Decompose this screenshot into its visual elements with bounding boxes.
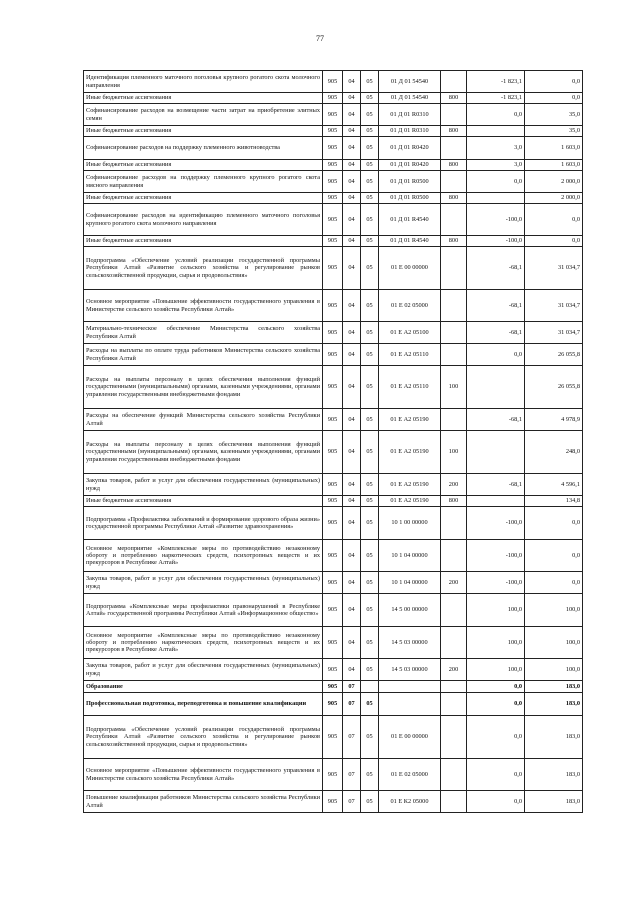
target-article-code: 01 Д 01 54540 xyxy=(379,71,441,93)
table-row xyxy=(84,431,583,474)
table-row xyxy=(84,496,583,507)
total-amount: 100,0 xyxy=(525,594,583,627)
total-amount: 183,0 xyxy=(525,693,583,716)
expense-type-code xyxy=(441,290,467,322)
subsection-code: 05 xyxy=(361,594,379,627)
grbs-code: 905 xyxy=(323,693,343,716)
expense-type-code: 200 xyxy=(441,659,467,681)
table-row xyxy=(84,126,583,137)
change-amount: -68,1 xyxy=(467,409,525,431)
subsection-code: 05 xyxy=(361,759,379,791)
change-amount: 0,0 xyxy=(467,791,525,813)
expense-type-code xyxy=(441,204,467,236)
expense-type-code xyxy=(441,71,467,93)
grbs-code: 905 xyxy=(323,681,343,693)
item-name: Иные бюджетные ассигнования xyxy=(84,496,323,507)
section-code: 07 xyxy=(343,693,361,716)
grbs-code: 905 xyxy=(323,236,343,247)
total-amount: 0,0 xyxy=(525,236,583,247)
section-code: 07 xyxy=(343,759,361,791)
total-amount: 4 596,1 xyxy=(525,474,583,496)
section-code: 04 xyxy=(343,236,361,247)
item-name: Иные бюджетные ассигнования xyxy=(84,160,323,171)
item-name: Профессиональная подготовка, переподготовка и повышение квалификации xyxy=(84,693,323,716)
grbs-code: 905 xyxy=(323,171,343,193)
target-article-code xyxy=(379,693,441,716)
target-article-code: 10 1 00 00000 xyxy=(379,507,441,540)
item-name: Основное мероприятие «Повышение эффективности государственного управления в Министерстве сельского хозяйства Республики Алтай» xyxy=(84,290,323,322)
total-amount: 4 978,9 xyxy=(525,409,583,431)
total-amount: 134,8 xyxy=(525,496,583,507)
target-article-code: 10 1 04 00000 xyxy=(379,540,441,572)
section-code: 04 xyxy=(343,204,361,236)
item-name: Основное мероприятие «Повышение эффективности государственного управления в Министерстве сельского хозяйства Республики Алтай» xyxy=(84,759,323,791)
table-row xyxy=(84,507,583,540)
section-code: 04 xyxy=(343,507,361,540)
section-code: 04 xyxy=(343,474,361,496)
grbs-code: 905 xyxy=(323,344,343,366)
change-amount: 0,0 xyxy=(467,104,525,126)
section-code: 04 xyxy=(343,171,361,193)
expense-type-code: 800 xyxy=(441,193,467,204)
section-code: 04 xyxy=(343,193,361,204)
item-name: Закупка товаров, работ и услуг для обеспечения государственных (муниципальных) нужд xyxy=(84,659,323,681)
subsection-code: 05 xyxy=(361,693,379,716)
expense-type-code: 100 xyxy=(441,366,467,409)
grbs-code: 905 xyxy=(323,659,343,681)
item-name: Иные бюджетные ассигнования xyxy=(84,126,323,137)
expense-type-code xyxy=(441,693,467,716)
target-article-code xyxy=(379,681,441,693)
change-amount: -100,0 xyxy=(467,572,525,594)
grbs-code: 905 xyxy=(323,322,343,344)
table-row xyxy=(84,572,583,594)
change-amount: -100,0 xyxy=(467,236,525,247)
table-row xyxy=(84,716,583,759)
expense-type-code xyxy=(441,409,467,431)
grbs-code: 905 xyxy=(323,627,343,659)
expense-type-code xyxy=(441,322,467,344)
subsection-code: 05 xyxy=(361,507,379,540)
change-amount: 0,0 xyxy=(467,759,525,791)
grbs-code: 905 xyxy=(323,137,343,160)
target-article-code: 01 Е 00 00000 xyxy=(379,716,441,759)
subsection-code: 05 xyxy=(361,137,379,160)
item-name: Закупка товаров, работ и услуг для обеспечения государственных (муниципальных) нужд xyxy=(84,572,323,594)
change-amount: 100,0 xyxy=(467,594,525,627)
expense-type-code: 800 xyxy=(441,160,467,171)
expense-type-code xyxy=(441,137,467,160)
expense-type-code xyxy=(441,540,467,572)
subsection-code: 05 xyxy=(361,716,379,759)
grbs-code: 905 xyxy=(323,507,343,540)
expense-type-code xyxy=(441,344,467,366)
grbs-code: 905 xyxy=(323,540,343,572)
target-article-code: 01 Е А2 05190 xyxy=(379,431,441,474)
grbs-code: 905 xyxy=(323,290,343,322)
expense-type-code xyxy=(441,247,467,290)
grbs-code: 905 xyxy=(323,791,343,813)
subsection-code: 05 xyxy=(361,659,379,681)
grbs-code: 905 xyxy=(323,594,343,627)
grbs-code: 905 xyxy=(323,104,343,126)
target-article-code: 01 Е А2 05190 xyxy=(379,496,441,507)
change-amount: -1 823,1 xyxy=(467,93,525,104)
subsection-code: 05 xyxy=(361,409,379,431)
section-code: 04 xyxy=(343,71,361,93)
target-article-code: 14 5 00 00000 xyxy=(379,594,441,627)
subsection-code: 05 xyxy=(361,627,379,659)
grbs-code: 905 xyxy=(323,126,343,137)
grbs-code: 905 xyxy=(323,496,343,507)
table-row xyxy=(84,290,583,322)
change-amount: 0,0 xyxy=(467,716,525,759)
item-name: Подпрограмма «Профилактика заболеваний и формирование здорового образа жизни» государственной программы Республики Алтай «Развитие здравоохранения» xyxy=(84,507,323,540)
change-amount xyxy=(467,126,525,137)
item-name: Основное мероприятие «Комплексные меры по противодействию незаконному обороту и потреблению наркотических средств, психотропных веществ и их прекурсоров в Республике Алтай» xyxy=(84,627,323,659)
table-row xyxy=(84,104,583,126)
change-amount xyxy=(467,431,525,474)
grbs-code: 905 xyxy=(323,193,343,204)
subsection-code: 05 xyxy=(361,344,379,366)
table-row xyxy=(84,247,583,290)
total-amount: 26 055,8 xyxy=(525,344,583,366)
item-name: Идентификация племенного маточного поголовья крупного рогатого скота молочного направления xyxy=(84,71,323,93)
item-name: Софинансирование расходов на возмещение части затрат на приобретение элитных семян xyxy=(84,104,323,126)
subsection-code: 05 xyxy=(361,204,379,236)
section-code: 04 xyxy=(343,126,361,137)
section-code: 07 xyxy=(343,716,361,759)
target-article-code: 01 Е 02 05000 xyxy=(379,759,441,791)
item-name: Софинансирование расходов на поддержку племенного крупного рогатого скота мясного направления xyxy=(84,171,323,193)
table-row xyxy=(84,759,583,791)
grbs-code: 905 xyxy=(323,572,343,594)
change-amount: 100,0 xyxy=(467,627,525,659)
total-amount: 0,0 xyxy=(525,204,583,236)
grbs-code: 905 xyxy=(323,160,343,171)
section-code: 04 xyxy=(343,366,361,409)
subsection-code: 05 xyxy=(361,126,379,137)
expense-type-code: 800 xyxy=(441,496,467,507)
total-amount: 1 603,0 xyxy=(525,137,583,160)
change-amount xyxy=(467,193,525,204)
change-amount: 100,0 xyxy=(467,659,525,681)
total-amount: 0,0 xyxy=(525,540,583,572)
table-row xyxy=(84,236,583,247)
total-amount: 1 603,0 xyxy=(525,160,583,171)
change-amount: -100,0 xyxy=(467,507,525,540)
total-amount: 0,0 xyxy=(525,507,583,540)
table-row xyxy=(84,540,583,572)
target-article-code: 01 Д 01 R0420 xyxy=(379,137,441,160)
total-amount: 35,0 xyxy=(525,126,583,137)
section-code: 04 xyxy=(343,409,361,431)
total-amount: 183,0 xyxy=(525,759,583,791)
subsection-code: 05 xyxy=(361,171,379,193)
target-article-code: 01 Д 01 54540 xyxy=(379,93,441,104)
table-row xyxy=(84,171,583,193)
expense-type-code xyxy=(441,104,467,126)
target-article-code: 14 5 03 00000 xyxy=(379,627,441,659)
subsection-code: 05 xyxy=(361,572,379,594)
target-article-code: 01 Е 02 05000 xyxy=(379,290,441,322)
table-row xyxy=(84,137,583,160)
expense-type-code xyxy=(441,759,467,791)
item-name: Образование xyxy=(84,681,323,693)
table-row xyxy=(84,322,583,344)
section-code: 04 xyxy=(343,322,361,344)
expense-type-code: 200 xyxy=(441,474,467,496)
subsection-code: 05 xyxy=(361,236,379,247)
total-amount: 248,0 xyxy=(525,431,583,474)
subsection-code: 05 xyxy=(361,290,379,322)
item-name: Софинансирование расходов на поддержку племенного животноводства xyxy=(84,137,323,160)
section-code: 04 xyxy=(343,572,361,594)
subsection-code: 05 xyxy=(361,93,379,104)
target-article-code: 01 Е А2 05190 xyxy=(379,474,441,496)
change-amount: -68,1 xyxy=(467,322,525,344)
section-code: 04 xyxy=(343,659,361,681)
target-article-code: 01 Д 01 R0500 xyxy=(379,193,441,204)
target-article-code: 01 Е 00 00000 xyxy=(379,247,441,290)
total-amount: 100,0 xyxy=(525,659,583,681)
item-name: Расходы на обеспечение функций Министерства сельского хозяйства Республики Алтай xyxy=(84,409,323,431)
grbs-code: 905 xyxy=(323,409,343,431)
item-name: Основное мероприятие «Комплексные меры по противодействию незаконному обороту и потреблению наркотических средств, психотропных веществ и их прекурсоров в Республике Алтай» xyxy=(84,540,323,572)
table-row xyxy=(84,627,583,659)
table-row xyxy=(84,659,583,681)
change-amount xyxy=(467,366,525,409)
subsection-code: 05 xyxy=(361,322,379,344)
change-amount: 0,0 xyxy=(467,693,525,716)
change-amount: -1 823,1 xyxy=(467,71,525,93)
total-amount: 0,0 xyxy=(525,71,583,93)
target-article-code: 01 Д 01 R0310 xyxy=(379,126,441,137)
subsection-code: 05 xyxy=(361,104,379,126)
expense-type-code: 100 xyxy=(441,431,467,474)
item-name: Повышение квалификации работников Министерства сельского хозяйства Республики Алтай xyxy=(84,791,323,813)
subsection-code: 05 xyxy=(361,366,379,409)
expense-type-code xyxy=(441,791,467,813)
section-code: 04 xyxy=(343,540,361,572)
grbs-code: 905 xyxy=(323,204,343,236)
grbs-code: 905 xyxy=(323,366,343,409)
total-amount: 100,0 xyxy=(525,627,583,659)
table-row xyxy=(84,204,583,236)
subsection-code: 05 xyxy=(361,160,379,171)
subsection-code xyxy=(361,681,379,693)
section-code: 04 xyxy=(343,496,361,507)
target-article-code: 01 Д 01 R0500 xyxy=(379,171,441,193)
expense-type-code: 800 xyxy=(441,126,467,137)
item-name: Подпрограмма «Обеспечение условий реализации государственной программы Республики Алтай «Развитие сельского хозяйства и регулирование рынков сельскохозяйственной продукции, сырья и продовольствия» xyxy=(84,716,323,759)
section-code: 04 xyxy=(343,93,361,104)
total-amount: 183,0 xyxy=(525,681,583,693)
change-amount: -68,1 xyxy=(467,474,525,496)
subsection-code: 05 xyxy=(361,71,379,93)
grbs-code: 905 xyxy=(323,71,343,93)
budget-table-body xyxy=(84,71,583,813)
change-amount: 0,0 xyxy=(467,344,525,366)
item-name: Подпрограмма «Обеспечение условий реализации государственной программы Республики Алтай «Развитие сельского хозяйства и регулирование рынков сельскохозяйственной продукции, сырья и продовольствия» xyxy=(84,247,323,290)
item-name: Софинансирование расходов на идентификацию племенного маточного поголовья крупного рогатого скота молочного направления xyxy=(84,204,323,236)
section-code: 04 xyxy=(343,137,361,160)
item-name: Расходы на выплаты по оплате труда работников Министерства сельского хозяйства Республики Алтай xyxy=(84,344,323,366)
total-amount: 31 034,7 xyxy=(525,322,583,344)
table-row xyxy=(84,791,583,813)
table-row xyxy=(84,193,583,204)
section-code: 04 xyxy=(343,627,361,659)
item-name: Закупка товаров, работ и услуг для обеспечения государственных (муниципальных) нужд xyxy=(84,474,323,496)
change-amount: 3,0 xyxy=(467,137,525,160)
change-amount: 0,0 xyxy=(467,171,525,193)
expense-type-code xyxy=(441,594,467,627)
total-amount: 2 000,0 xyxy=(525,171,583,193)
item-name: Расходы на выплаты персоналу в целях обеспечения выполнения функций государственными (муниципальными) органами, казенными учреждениями, органами управления государственными внебюджетными фондами xyxy=(84,431,323,474)
total-amount: 2 000,0 xyxy=(525,193,583,204)
expense-type-code xyxy=(441,681,467,693)
subsection-code: 05 xyxy=(361,496,379,507)
subsection-code: 05 xyxy=(361,247,379,290)
table-row xyxy=(84,160,583,171)
table-row xyxy=(84,693,583,716)
total-amount: 31 034,7 xyxy=(525,290,583,322)
subsection-code: 05 xyxy=(361,431,379,474)
target-article-code: 01 Д 01 R4540 xyxy=(379,236,441,247)
total-amount: 0,0 xyxy=(525,93,583,104)
total-amount: 183,0 xyxy=(525,791,583,813)
grbs-code: 905 xyxy=(323,474,343,496)
expense-type-code: 800 xyxy=(441,93,467,104)
expense-type-code xyxy=(441,507,467,540)
expense-type-code: 800 xyxy=(441,236,467,247)
expense-type-code xyxy=(441,716,467,759)
section-code: 04 xyxy=(343,160,361,171)
target-article-code: 01 Е К2 05000 xyxy=(379,791,441,813)
table-row xyxy=(84,474,583,496)
section-code: 04 xyxy=(343,594,361,627)
page-number: 77 xyxy=(316,34,324,43)
table-row xyxy=(84,594,583,627)
target-article-code: 01 Д 01 R0420 xyxy=(379,160,441,171)
total-amount: 183,0 xyxy=(525,716,583,759)
item-name: Иные бюджетные ассигнования xyxy=(84,93,323,104)
item-name: Подпрограмма «Комплексные меры профилактики правонарушений в Республике Алтай» государственной программы Республики Алтай «Информационное общество» xyxy=(84,594,323,627)
item-name: Материально-техническое обеспечение Министерства сельского хозяйства Республики Алтай xyxy=(84,322,323,344)
target-article-code: 01 Е А2 05100 xyxy=(379,322,441,344)
table-row xyxy=(84,93,583,104)
table-row xyxy=(84,409,583,431)
subsection-code: 05 xyxy=(361,474,379,496)
change-amount: -100,0 xyxy=(467,540,525,572)
grbs-code: 905 xyxy=(323,93,343,104)
change-amount: -100,0 xyxy=(467,204,525,236)
grbs-code: 905 xyxy=(323,431,343,474)
table-row xyxy=(84,681,583,693)
section-code: 04 xyxy=(343,431,361,474)
section-code: 04 xyxy=(343,247,361,290)
section-code: 07 xyxy=(343,791,361,813)
expense-type-code xyxy=(441,171,467,193)
target-article-code: 01 Д 01 R4540 xyxy=(379,204,441,236)
subsection-code: 05 xyxy=(361,540,379,572)
section-code: 07 xyxy=(343,681,361,693)
total-amount: 31 034,7 xyxy=(525,247,583,290)
total-amount: 35,0 xyxy=(525,104,583,126)
section-code: 04 xyxy=(343,344,361,366)
item-name: Иные бюджетные ассигнования xyxy=(84,193,323,204)
total-amount: 0,0 xyxy=(525,572,583,594)
section-code: 04 xyxy=(343,290,361,322)
table-row xyxy=(84,366,583,409)
target-article-code: 14 5 03 00000 xyxy=(379,659,441,681)
total-amount: 26 055,8 xyxy=(525,366,583,409)
budget-table xyxy=(83,70,583,813)
item-name: Расходы на выплаты персоналу в целях обеспечения выполнения функций государственными (муниципальными) органами, казенными учреждениями, органами управления государственными внебюджетными фондами xyxy=(84,366,323,409)
table-row xyxy=(84,71,583,93)
expense-type-code: 200 xyxy=(441,572,467,594)
table-row xyxy=(84,344,583,366)
grbs-code: 905 xyxy=(323,759,343,791)
grbs-code: 905 xyxy=(323,247,343,290)
target-article-code: 01 Д 01 R0310 xyxy=(379,104,441,126)
subsection-code: 05 xyxy=(361,193,379,204)
subsection-code: 05 xyxy=(361,791,379,813)
change-amount: 0,0 xyxy=(467,681,525,693)
target-article-code: 01 Е А2 05110 xyxy=(379,344,441,366)
item-name: Иные бюджетные ассигнования xyxy=(84,236,323,247)
grbs-code: 905 xyxy=(323,716,343,759)
change-amount: 3,0 xyxy=(467,160,525,171)
change-amount: -68,1 xyxy=(467,247,525,290)
target-article-code: 01 Е А2 05190 xyxy=(379,409,441,431)
expense-type-code xyxy=(441,627,467,659)
target-article-code: 01 Е А2 05110 xyxy=(379,366,441,409)
change-amount xyxy=(467,496,525,507)
section-code: 04 xyxy=(343,104,361,126)
change-amount: -68,1 xyxy=(467,290,525,322)
target-article-code: 10 1 04 00000 xyxy=(379,572,441,594)
